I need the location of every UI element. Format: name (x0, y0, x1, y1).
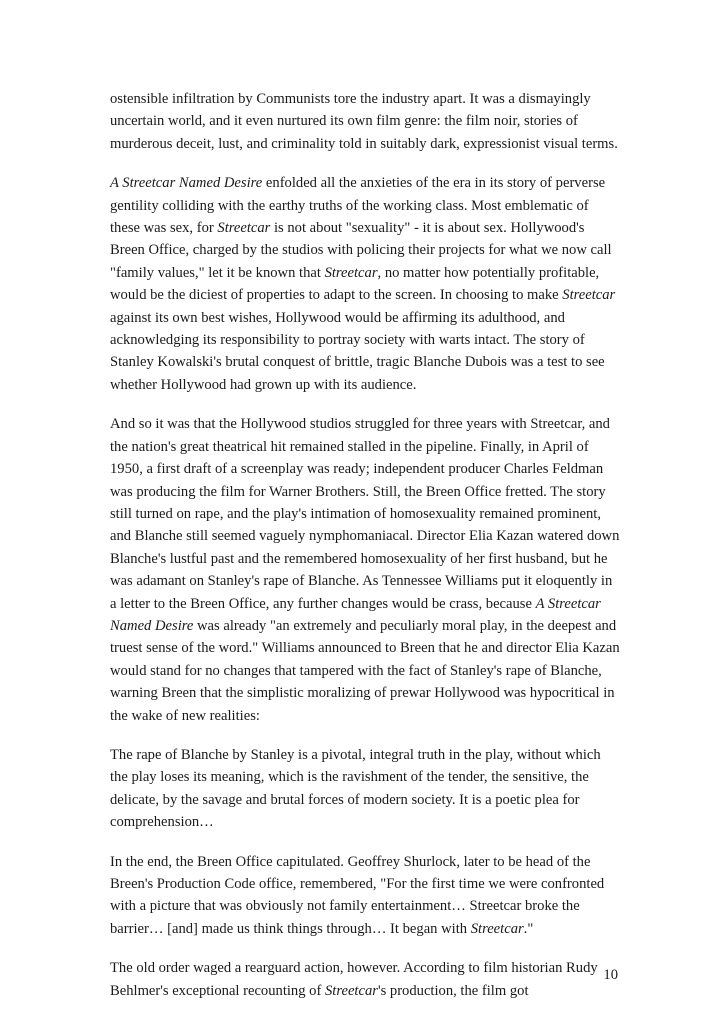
paragraph-1-text: ostensible infiltration by Communists tore the industry apart. It was a dismayingly uncertain world, and it even nurtured its own film genre: the film noir, stories of murderous deceit, lust, and criminality told in suitably dark, expressionist visual terms. (110, 91, 618, 152)
paragraph-2-text-d: against its own best wishes, Hollywood would be affirming its adulthood, and acknowledging its responsibility to portray society with warts intact. The story of Stanley Kowalski's brutal conquest of brittle, tragic Blanche Dubois was a test to see whether Hollywood had grown up with its audience. (110, 309, 605, 393)
paragraph-4-text: The rape of Blanche by Stanley is a pivotal, integral truth in the play, without which the play loses its meaning, which is the ravishment of the tender, the sensitive, the delicate, by the savage and brutal forces of modern society. It is a poetic plea for comprehension… (110, 746, 601, 831)
streetcar-italic: Streetcar (562, 287, 616, 304)
streetcar-italic: Streetcar (217, 220, 271, 237)
paragraph-5 (110, 851, 622, 941)
streetcar-italic: Streetcar (324, 264, 378, 281)
paragraph-6-text-a: The old order waged a rearguard action, however. According to film historian Rudy Behlmer's exceptional recounting of (110, 960, 598, 999)
paragraph-3-text-a: And so it was that the Hollywood studios struggled for three years with Streetcar, and the nation's great theatrical hit remained stalled in the pipeline. Finally, in April of 1950, a first draft of a screenplay was ready; independent producer Charles Feldman was producing the film for Warner Brothers. Still, the Breen Office fretted. The story still turned on rape, and the play's intimation of homosexuality remained prominent, and Blanche still seemed vaguely nymphomaniacal. Director Elia Kazan watered down Blanche's lustful past and the remembered homosexuality of her first husband, but he was adamant on Stanley's rape of Blanche. As Tennessee Williams put it eloquently in a letter to the Breen Office, any further changes would be crass, because (110, 416, 620, 612)
paragraph-5-text-b: ." (523, 920, 534, 937)
paragraph-6 (110, 957, 622, 1002)
streetcar-italic: Streetcar (470, 920, 524, 937)
paragraph-2-text-c: , no matter how potentially profitable, would be the diciest of properties to adapt to the screen. In choosing to make (110, 264, 600, 304)
title-italic: A Streetcar Named Desire (110, 595, 601, 634)
document-body (110, 88, 622, 1019)
paragraph-5-text-a: In the end, the Breen Office capitulated. Geoffrey Shurlock, later to be head of the Breen's Production Code office, remembered, "For the first time we were confronted with a picture that was obviously not family entertainment… Streetcar broke the barrier… [and] made us think things through… It began with (110, 853, 605, 937)
paragraph-1 (110, 88, 622, 155)
title-italic: A Streetcar Named Desire (110, 175, 263, 192)
streetcar-italic: Streetcar (324, 982, 378, 999)
paragraph-3-text-b: was already "an extremely and peculiarly moral play, in the deepest and truest sense of the word." Williams announced to Breen that he and director Elia Kazan would stand for no changes that tampered with the fact of Stanley's rape of Blanche, warning Breen that the simplistic moralizing of prewar Hollywood was hypocritical in the wake of new realities: (110, 617, 620, 724)
paragraph-4 (110, 744, 622, 834)
paragraph-2-text-a: enfolded all the anxieties of the era in its story of perverse gentility colliding with the earthy truths of the working class. Most emblematic of these was sex, for (110, 175, 606, 237)
paragraph-2-text-b: is not about "sexuality" - it is about sex. Hollywood's Breen Office, charged by the studios with policing their projects for what we now call "family values," let it be known that (110, 220, 612, 281)
paragraph-3 (110, 413, 622, 727)
page-number: 10 (603, 967, 618, 983)
paragraph-2 (110, 172, 622, 396)
paragraph-6-text-b: 's production, the film got (377, 982, 529, 999)
